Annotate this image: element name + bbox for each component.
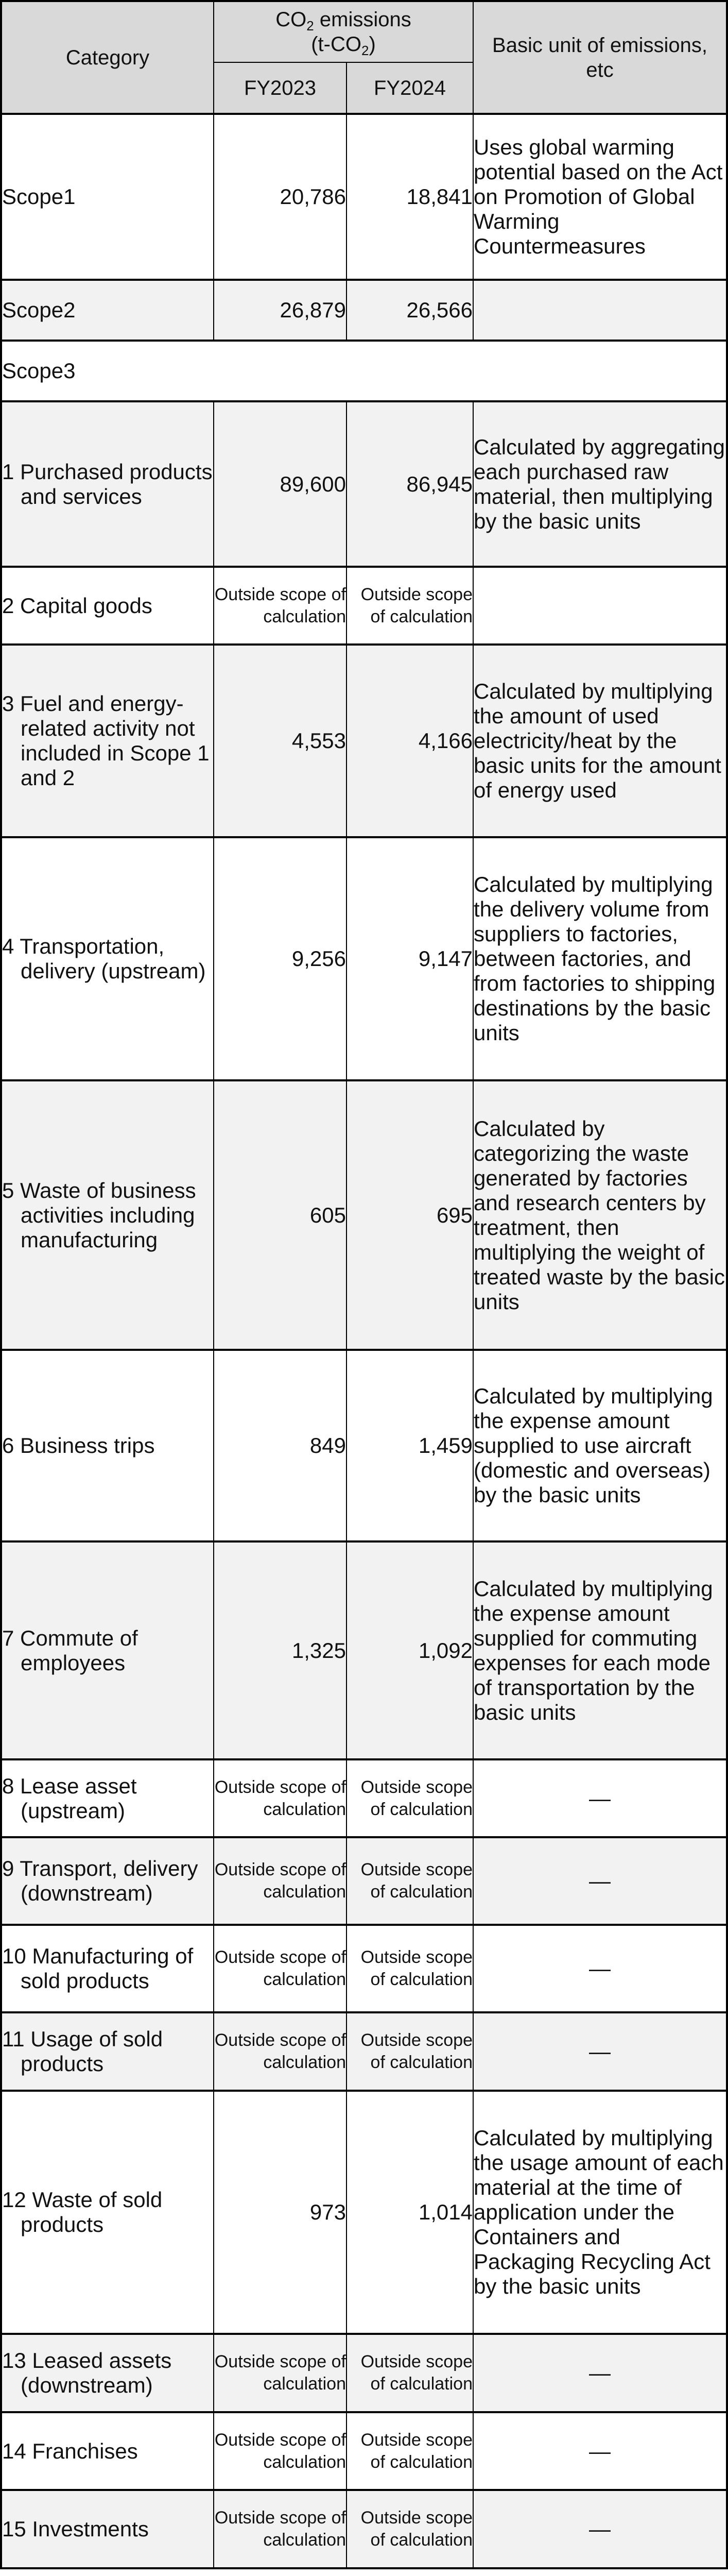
cell-fy2023: Outside scope of calculation	[214, 567, 346, 645]
cell-fy2023: 973	[214, 2091, 346, 2334]
cell-basic-unit: —	[473, 2012, 727, 2091]
cell-basic-unit	[473, 567, 727, 645]
header-basic-unit-label: Basic unit of emissions, etc	[492, 33, 707, 81]
cell-fy2024: Outside scope of calculation	[346, 1837, 473, 1925]
table-row	[1, 2012, 727, 2091]
cell-category: 2 Capital goods	[1, 567, 214, 645]
cell-fy2024: 4,166	[346, 645, 473, 837]
header-category-label: Category	[65, 46, 150, 69]
cell-basic-unit: —	[473, 1837, 727, 1925]
header-co2-line1: $CO_2$ emissions	[275, 8, 411, 33]
table-row	[1, 2490, 727, 2568]
cell-basic-unit: Calculated by categorizing the waste generated by factories and research centers by treatment, then multiplying the weight of treated waste by the basic units	[473, 1080, 727, 1350]
table-row	[1, 645, 727, 837]
cell-fy2024: 26,566	[346, 280, 473, 341]
cell-fy2024: Outside scope of calculation	[346, 2012, 473, 2091]
cell-fy2024: 86,945	[346, 401, 473, 567]
cell-category: 11 Usage of sold products	[1, 2012, 214, 2091]
cell-fy2024: 695	[346, 1080, 473, 1350]
cell-fy2023: Outside scope of calculation	[214, 2412, 346, 2490]
cell-fy2024: Outside scope of calculation	[346, 567, 473, 645]
header-co2-line2: $(t-CO_2)$	[311, 33, 376, 58]
cell-fy2023: 4,553	[214, 645, 346, 837]
cell-category: 15 Investments	[1, 2490, 214, 2568]
table-row	[1, 567, 727, 645]
cell-fy2023: Outside scope of calculation	[214, 1837, 346, 1925]
cell-category: 13 Leased assets (downstream)	[1, 2334, 214, 2412]
table-row	[1, 2334, 727, 2412]
cell-basic-unit: Calculated by multiplying the delivery volume from suppliers to factories, between factories, and from factories to shipping destinations by the basic units	[473, 837, 727, 1080]
cell-category: 6 Business trips	[1, 1350, 214, 1541]
cell-basic-unit: —	[473, 1759, 727, 1837]
cell-fy2024: 1,092	[346, 1541, 473, 1759]
cell-fy2023: 20,786	[214, 114, 346, 280]
cell-fy2024: Outside scope of calculation	[346, 2412, 473, 2490]
table-row	[1, 1350, 727, 1541]
table-row	[1, 2412, 727, 2490]
cell-category: 1 Purchased products and services	[1, 401, 214, 567]
cell-category: 5 Waste of business activities including manufacturing	[1, 1080, 214, 1350]
cell-basic-unit: Calculated by multiplying the expense amount supplied to use aircraft (domestic and overseas) by the basic units	[473, 1350, 727, 1541]
table-row	[1, 401, 727, 567]
cell-basic-unit: —	[473, 1925, 727, 2012]
cell-section-scope3: Scope3	[1, 341, 727, 401]
cell-category: 3 Fuel and energy-related activity not included in Scope 1 and 2	[1, 645, 214, 837]
cell-fy2024: 1,014	[346, 2091, 473, 2334]
cell-category: 8 Lease asset (upstream)	[1, 1759, 214, 1837]
cell-basic-unit	[473, 280, 727, 341]
cell-fy2023: Outside scope of calculation	[214, 1759, 346, 1837]
header-fy2024	[346, 62, 473, 114]
cell-category: 9 Transport, delivery (downstream)	[1, 1837, 214, 1925]
cell-fy2023: Outside scope of calculation	[214, 1925, 346, 2012]
table-row	[1, 1925, 727, 2012]
cell-fy2024: 18,841	[346, 114, 473, 280]
cell-category: 14 Franchises	[1, 2412, 214, 2490]
cell-basic-unit: —	[473, 2490, 727, 2568]
cell-fy2024: Outside scope of calculation	[346, 1759, 473, 1837]
cell-category: 7 Commute of employees	[1, 1541, 214, 1759]
cell-category: 12 Waste of sold products	[1, 2091, 214, 2334]
cell-category: 4 Transportation, delivery (upstream)	[1, 837, 214, 1080]
table-row	[1, 1541, 727, 1759]
cell-basic-unit: Calculated by aggregating each purchased raw material, then multiplying by the basic units	[473, 401, 727, 567]
cell-category: Scope2	[1, 280, 214, 341]
table-body	[1, 114, 727, 2568]
cell-fy2023: Outside scope of calculation	[214, 2334, 346, 2412]
header-fy2024-label: FY2024	[373, 76, 446, 99]
cell-basic-unit: Calculated by multiplying the amount of used electricity/heat by the basic units for the amount of energy used	[473, 645, 727, 837]
header-category	[1, 1, 214, 114]
table-row	[1, 2091, 727, 2334]
table-row-scope3	[1, 341, 727, 401]
cell-fy2023: Outside scope of calculation	[214, 2012, 346, 2091]
table-row	[1, 837, 727, 1080]
cell-fy2023: Outside scope of calculation	[214, 2490, 346, 2568]
table-row	[1, 1837, 727, 1925]
cell-fy2024: 1,459	[346, 1350, 473, 1541]
cell-basic-unit: —	[473, 2412, 727, 2490]
cell-fy2024: Outside scope of calculation	[346, 2334, 473, 2412]
table-header	[1, 1, 727, 114]
table-row	[1, 1080, 727, 1350]
cell-category: Scope1	[1, 114, 214, 280]
header-fy2023-label: FY2023	[244, 76, 317, 99]
cell-category: 10 Manufacturing of sold products	[1, 1925, 214, 2012]
cell-fy2023: 26,879	[214, 280, 346, 341]
table-row-scope1	[1, 114, 727, 280]
header-co2-emissions	[214, 1, 473, 62]
cell-fy2024: 9,147	[346, 837, 473, 1080]
cell-fy2023: 1,325	[214, 1541, 346, 1759]
cell-fy2024: Outside scope of calculation	[346, 1925, 473, 2012]
table-row	[1, 1759, 727, 1837]
cell-fy2023: 605	[214, 1080, 346, 1350]
cell-basic-unit: —	[473, 2334, 727, 2412]
cell-fy2023: 849	[214, 1350, 346, 1541]
cell-basic-unit: Uses global warming potential based on the Act on Promotion of Global Warming Countermeasures	[473, 114, 727, 280]
cell-basic-unit: Calculated by multiplying the expense amount supplied for commuting expenses for each mode of transportation by the basic units	[473, 1541, 727, 1759]
cell-fy2023: 9,256	[214, 837, 346, 1080]
table-row-scope2	[1, 280, 727, 341]
cell-basic-unit: Calculated by multiplying the usage amount of each material at the time of application under the Containers and Packaging Recycling Act by the basic units	[473, 2091, 727, 2334]
header-fy2023	[214, 62, 346, 114]
cell-fy2024: Outside scope of calculation	[346, 2490, 473, 2568]
cell-fy2023: 89,600	[214, 401, 346, 567]
header-basic-unit	[473, 1, 727, 114]
